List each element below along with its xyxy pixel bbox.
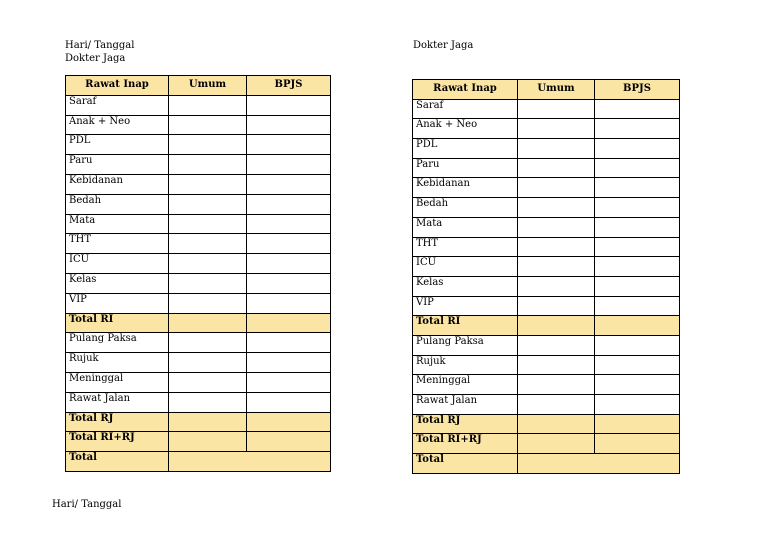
bpjs-cell[interactable] [595, 355, 680, 375]
umum-cell[interactable] [518, 217, 595, 237]
bpjs-cell[interactable] [247, 333, 331, 353]
row-label: Total [413, 454, 518, 474]
umum-cell[interactable] [518, 237, 595, 257]
row-label: Saraf [413, 99, 518, 119]
row-label: Bedah [66, 194, 169, 214]
bpjs-cell[interactable] [595, 257, 680, 277]
row-label: Kelas [66, 273, 169, 293]
bpjs-cell[interactable] [247, 293, 331, 313]
table-row [66, 155, 331, 175]
table-row [413, 276, 680, 296]
table-row [413, 395, 680, 415]
bpjs-cell[interactable] [247, 392, 331, 412]
col-header-rawat-inap: Rawat Inap [413, 80, 518, 100]
umum-cell[interactable] [169, 412, 247, 432]
umum-cell[interactable] [518, 178, 595, 198]
grand-total-row [66, 452, 331, 472]
row-label: Anak + Neo [66, 115, 169, 135]
bpjs-cell[interactable] [247, 313, 331, 333]
bpjs-cell[interactable] [247, 95, 331, 115]
total-row [413, 434, 680, 454]
row-label: Total RI [66, 313, 169, 333]
umum-cell[interactable] [169, 95, 247, 115]
col-header-umum: Umum [169, 76, 247, 96]
bpjs-cell[interactable] [595, 217, 680, 237]
umum-cell[interactable] [518, 198, 595, 218]
row-label: Rujuk [66, 353, 169, 373]
bpjs-cell[interactable] [595, 316, 680, 336]
table-row [413, 217, 680, 237]
table-row [413, 237, 680, 257]
bpjs-cell[interactable] [247, 194, 331, 214]
row-label: Total RI+RJ [66, 432, 169, 452]
row-label: Total [66, 452, 169, 472]
row-label: VIP [413, 296, 518, 316]
row-label: Paru [66, 155, 169, 175]
table-row [66, 135, 331, 155]
doctor-label-left: Dokter Jaga [65, 53, 126, 64]
umum-cell[interactable] [169, 432, 247, 452]
row-label: Total RI+RJ [413, 434, 518, 454]
umum-cell[interactable] [518, 139, 595, 159]
umum-cell[interactable] [169, 313, 247, 333]
umum-cell[interactable] [518, 355, 595, 375]
col-header-umum: Umum [518, 80, 595, 100]
row-label: Rujuk [413, 355, 518, 375]
bpjs-cell[interactable] [595, 335, 680, 355]
row-label: VIP [66, 293, 169, 313]
total-row [66, 432, 331, 452]
umum-cell[interactable] [518, 375, 595, 395]
table-row [413, 198, 680, 218]
col-header-bpjs: BPJS [247, 76, 331, 96]
umum-cell[interactable] [518, 335, 595, 355]
table-row [413, 257, 680, 277]
table-row [66, 95, 331, 115]
date-label-left: Hari/ Tanggal [65, 40, 135, 51]
row-label: Bedah [413, 198, 518, 218]
bpjs-cell[interactable] [247, 155, 331, 175]
umum-cell[interactable] [169, 392, 247, 412]
table-row [413, 335, 680, 355]
umum-cell[interactable] [169, 333, 247, 353]
bpjs-cell[interactable] [595, 99, 680, 119]
bpjs-cell[interactable] [247, 115, 331, 135]
umum-cell[interactable] [518, 99, 595, 119]
grand-total-cell[interactable] [518, 454, 680, 474]
bpjs-cell[interactable] [247, 353, 331, 373]
umum-cell[interactable] [518, 119, 595, 139]
bpjs-cell[interactable] [247, 412, 331, 432]
table-row [66, 353, 331, 373]
table-row [66, 293, 331, 313]
table-row [66, 234, 331, 254]
bpjs-cell[interactable] [595, 119, 680, 139]
umum-cell[interactable] [169, 353, 247, 373]
doctor-label-right: Dokter Jaga [413, 40, 474, 51]
umum-cell[interactable] [169, 372, 247, 392]
umum-cell[interactable] [169, 254, 247, 274]
table-row [66, 392, 331, 412]
umum-cell[interactable] [518, 158, 595, 178]
bpjs-cell[interactable] [595, 375, 680, 395]
umum-cell[interactable] [518, 434, 595, 454]
table-row [66, 254, 331, 274]
total-row [413, 316, 680, 336]
total-row [66, 412, 331, 432]
bpjs-cell[interactable] [247, 273, 331, 293]
table-row [413, 178, 680, 198]
table-row [413, 158, 680, 178]
bpjs-cell[interactable] [595, 198, 680, 218]
table-row [66, 273, 331, 293]
row-label: Kebidanan [66, 174, 169, 194]
umum-cell[interactable] [169, 234, 247, 254]
date-label-footer: Hari/ Tanggal [52, 499, 122, 510]
report-table-right [412, 79, 680, 474]
row-label: Total RJ [413, 414, 518, 434]
report-table-left [65, 75, 331, 472]
table-row [66, 214, 331, 234]
table-row [413, 139, 680, 159]
umum-cell[interactable] [518, 316, 595, 336]
umum-cell[interactable] [169, 174, 247, 194]
bpjs-cell[interactable] [247, 174, 331, 194]
grand-total-cell[interactable] [169, 452, 331, 472]
umum-cell[interactable] [518, 395, 595, 415]
umum-cell[interactable] [169, 155, 247, 175]
grand-total-row [413, 454, 680, 474]
bpjs-cell[interactable] [595, 158, 680, 178]
row-label: Kelas [413, 276, 518, 296]
umum-cell[interactable] [169, 135, 247, 155]
bpjs-cell[interactable] [595, 178, 680, 198]
bpjs-cell[interactable] [247, 135, 331, 155]
umum-cell[interactable] [169, 273, 247, 293]
row-label: PDL [413, 139, 518, 159]
row-label: ICU [413, 257, 518, 277]
table-row [413, 375, 680, 395]
umum-cell[interactable] [169, 115, 247, 135]
row-label: THT [66, 234, 169, 254]
bpjs-cell[interactable] [595, 139, 680, 159]
table-row [413, 355, 680, 375]
bpjs-cell[interactable] [595, 276, 680, 296]
row-label: Anak + Neo [413, 119, 518, 139]
col-header-bpjs: BPJS [595, 80, 680, 100]
table-row [413, 296, 680, 316]
umum-cell[interactable] [169, 194, 247, 214]
row-label: Paru [413, 158, 518, 178]
bpjs-cell[interactable] [247, 432, 331, 452]
row-label: Meninggal [66, 372, 169, 392]
total-row [66, 313, 331, 333]
umum-cell[interactable] [169, 214, 247, 234]
row-label: Rawat Jalan [66, 392, 169, 412]
row-label: Kebidanan [413, 178, 518, 198]
table-row [413, 119, 680, 139]
row-label: Meninggal [413, 375, 518, 395]
table-row [66, 333, 331, 353]
umum-cell[interactable] [518, 414, 595, 434]
col-header-rawat-inap: Rawat Inap [66, 76, 169, 96]
row-label: Saraf [66, 95, 169, 115]
bpjs-cell[interactable] [595, 237, 680, 257]
total-row [413, 414, 680, 434]
row-label: PDL [66, 135, 169, 155]
table-row [66, 174, 331, 194]
bpjs-cell[interactable] [595, 395, 680, 415]
table-row [413, 99, 680, 119]
umum-cell[interactable] [518, 257, 595, 277]
bpjs-cell[interactable] [247, 214, 331, 234]
row-label: Mata [66, 214, 169, 234]
bpjs-cell[interactable] [595, 434, 680, 454]
table-row [66, 372, 331, 392]
umum-cell[interactable] [518, 276, 595, 296]
row-label: Total RJ [66, 412, 169, 432]
row-label: Pulang Paksa [413, 335, 518, 355]
row-label: THT [413, 237, 518, 257]
row-label: Rawat Jalan [413, 395, 518, 415]
bpjs-cell[interactable] [595, 296, 680, 316]
bpjs-cell[interactable] [247, 234, 331, 254]
umum-cell[interactable] [518, 296, 595, 316]
bpjs-cell[interactable] [247, 254, 331, 274]
bpjs-cell[interactable] [247, 372, 331, 392]
table-row [66, 115, 331, 135]
row-label: Pulang Paksa [66, 333, 169, 353]
table-row [66, 194, 331, 214]
umum-cell[interactable] [169, 293, 247, 313]
row-label: Mata [413, 217, 518, 237]
bpjs-cell[interactable] [595, 414, 680, 434]
row-label: ICU [66, 254, 169, 274]
row-label: Total RI [413, 316, 518, 336]
